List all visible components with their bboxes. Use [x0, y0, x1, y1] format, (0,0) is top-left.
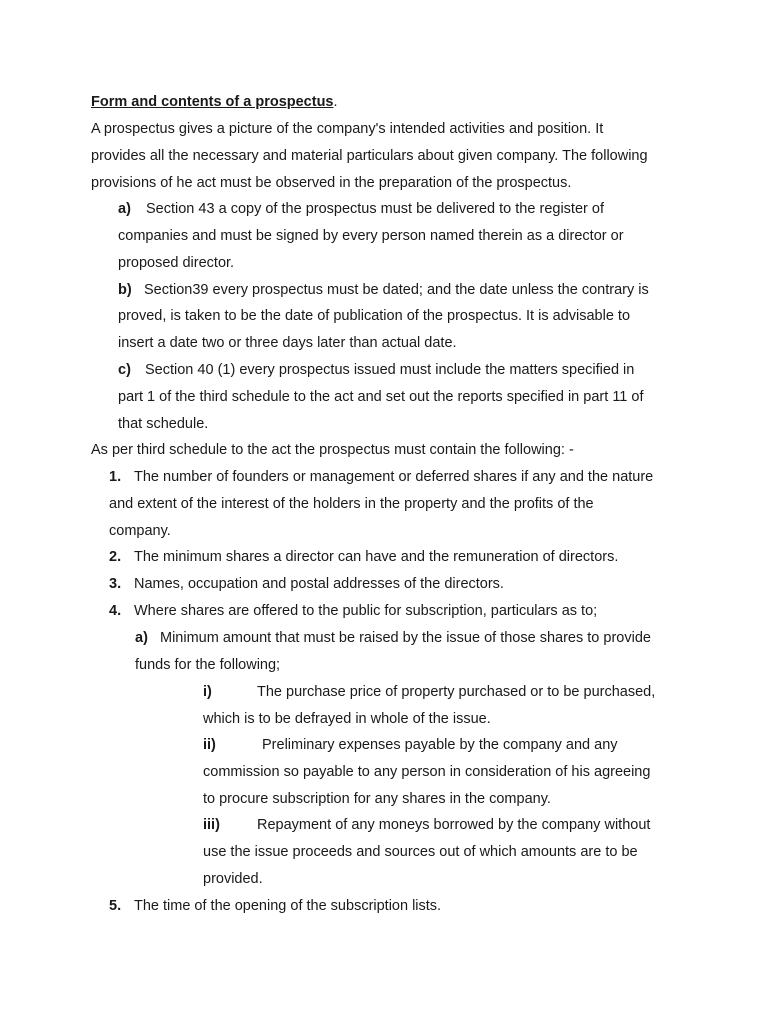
provision-c-line-2: part 1 of the third schedule to the act and set out the reports specified in part 11 of: [118, 389, 644, 405]
item-5-label: 5.: [109, 898, 122, 914]
schedule-intro: As per third schedule to the act the prospectus must contain the following: -: [91, 442, 574, 458]
provision-a-line-2: companies and must be signed by every person named therein as a director or: [118, 228, 624, 244]
title-text: Form and contents of a prospectus: [91, 94, 334, 110]
roman-ii-label: ii): [203, 737, 216, 753]
intro-line-3: provisions of he act must be observed in the preparation of the prospectus.: [91, 175, 572, 191]
item-3-text: Names, occupation and postal addresses of the directors.: [134, 576, 504, 592]
roman-i-line-1: The purchase price of property purchased or to be purchased,: [257, 684, 656, 700]
provision-a-label: a): [118, 201, 131, 217]
roman-ii-line-2: commission so payable to any person in consideration of his agreeing: [203, 764, 651, 780]
item-1-line-2: and extent of the interest of the holders in the property and the profits of the: [109, 496, 594, 512]
provision-c-line-1: Section 40 (1) every prospectus issued must include the matters specified in: [145, 362, 635, 378]
roman-i-line-2: which is to be defrayed in whole of the issue.: [203, 711, 491, 727]
title-period: .: [333, 94, 338, 110]
roman-ii-line-1: Preliminary expenses payable by the company and any: [262, 737, 618, 753]
roman-iii-label: iii): [203, 817, 220, 833]
provision-b-label: b): [118, 282, 132, 298]
sub-a-line-1: Minimum amount that must be raised by the issue of those shares to provide: [160, 630, 651, 646]
roman-ii-line-3: to procure subscription for any shares in the company.: [203, 791, 551, 807]
page-title: [91, 93, 338, 111]
item-5-text: The time of the opening of the subscription lists.: [134, 898, 442, 914]
provision-a-line-3: proposed director.: [118, 255, 235, 271]
item-2-label: 2.: [109, 549, 122, 565]
provision-b-line-2: proved, is taken to be the date of publication of the prospectus. It is advisable to: [118, 308, 631, 324]
sub-a-label: a): [135, 630, 148, 646]
item-4-label: 4.: [109, 603, 122, 619]
item-4-text: Where shares are offered to the public for subscription, particulars as to;: [134, 603, 598, 619]
intro-line-2: provides all the necessary and material particulars about given company. The following: [91, 148, 648, 164]
roman-iii-line-2: use the issue proceeds and sources out of which amounts are to be: [203, 844, 638, 860]
item-2-text: The minimum shares a director can have and the remuneration of directors.: [134, 549, 619, 565]
provision-c-label: c): [118, 362, 131, 378]
provision-c-line-3: that schedule.: [118, 416, 209, 432]
sub-a-line-2: funds for the following;: [135, 657, 281, 673]
roman-iii-line-3: provided.: [203, 871, 263, 887]
provision-a-line-1: Section 43 a copy of the prospectus must be delivered to the register of: [146, 201, 604, 217]
roman-i-label: i): [203, 684, 212, 700]
item-1-label: 1.: [109, 469, 122, 485]
item-1-line-1: The number of founders or management or deferred shares if any and the nature: [134, 469, 654, 485]
item-3-label: 3.: [109, 576, 122, 592]
intro-line-1: A prospectus gives a picture of the company's intended activities and position. It: [91, 121, 604, 137]
provision-b-line-3: insert a date two or three days later than actual date.: [118, 335, 457, 351]
item-1-line-3: company.: [109, 523, 171, 539]
roman-iii-line-1: Repayment of any moneys borrowed by the company without: [257, 817, 651, 833]
provision-b-line-1: Section39 every prospectus must be dated; and the date unless the contrary is: [144, 282, 649, 298]
